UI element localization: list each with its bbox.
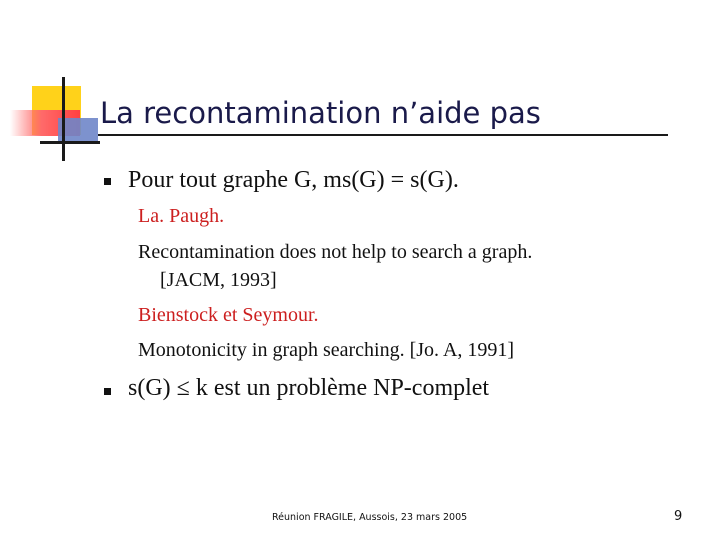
bullet-square-icon [104, 178, 111, 185]
reference-1-author: La. Paugh. [138, 205, 225, 227]
decorative-vertical-line [62, 77, 65, 161]
slide-title: La recontamination n’aide pas [100, 96, 541, 130]
bullet-text-1: Pour tout graphe G, ms(G) = s(G). [128, 167, 459, 193]
reference-2-author: Bienstock et Seymour. [138, 304, 319, 326]
reference-2-title: Monotonicity in graph searching. [Jo. A, 1991] [138, 339, 515, 361]
page-number: 9 [674, 509, 683, 524]
bullet-square-icon [104, 388, 111, 395]
decorative-short-horizontal-line [40, 141, 100, 144]
reference-1-title: Recontamination does not help to search a graph. [138, 241, 533, 263]
slide-footer: Réunion FRAGILE, Aussois, 23 mars 2005 [272, 512, 468, 523]
title-underline [98, 134, 668, 136]
reference-1-venue: [JACM, 1993] [160, 269, 277, 291]
bullet-text-2: s(G) ≤ k est un problème NP-complet [128, 375, 490, 401]
